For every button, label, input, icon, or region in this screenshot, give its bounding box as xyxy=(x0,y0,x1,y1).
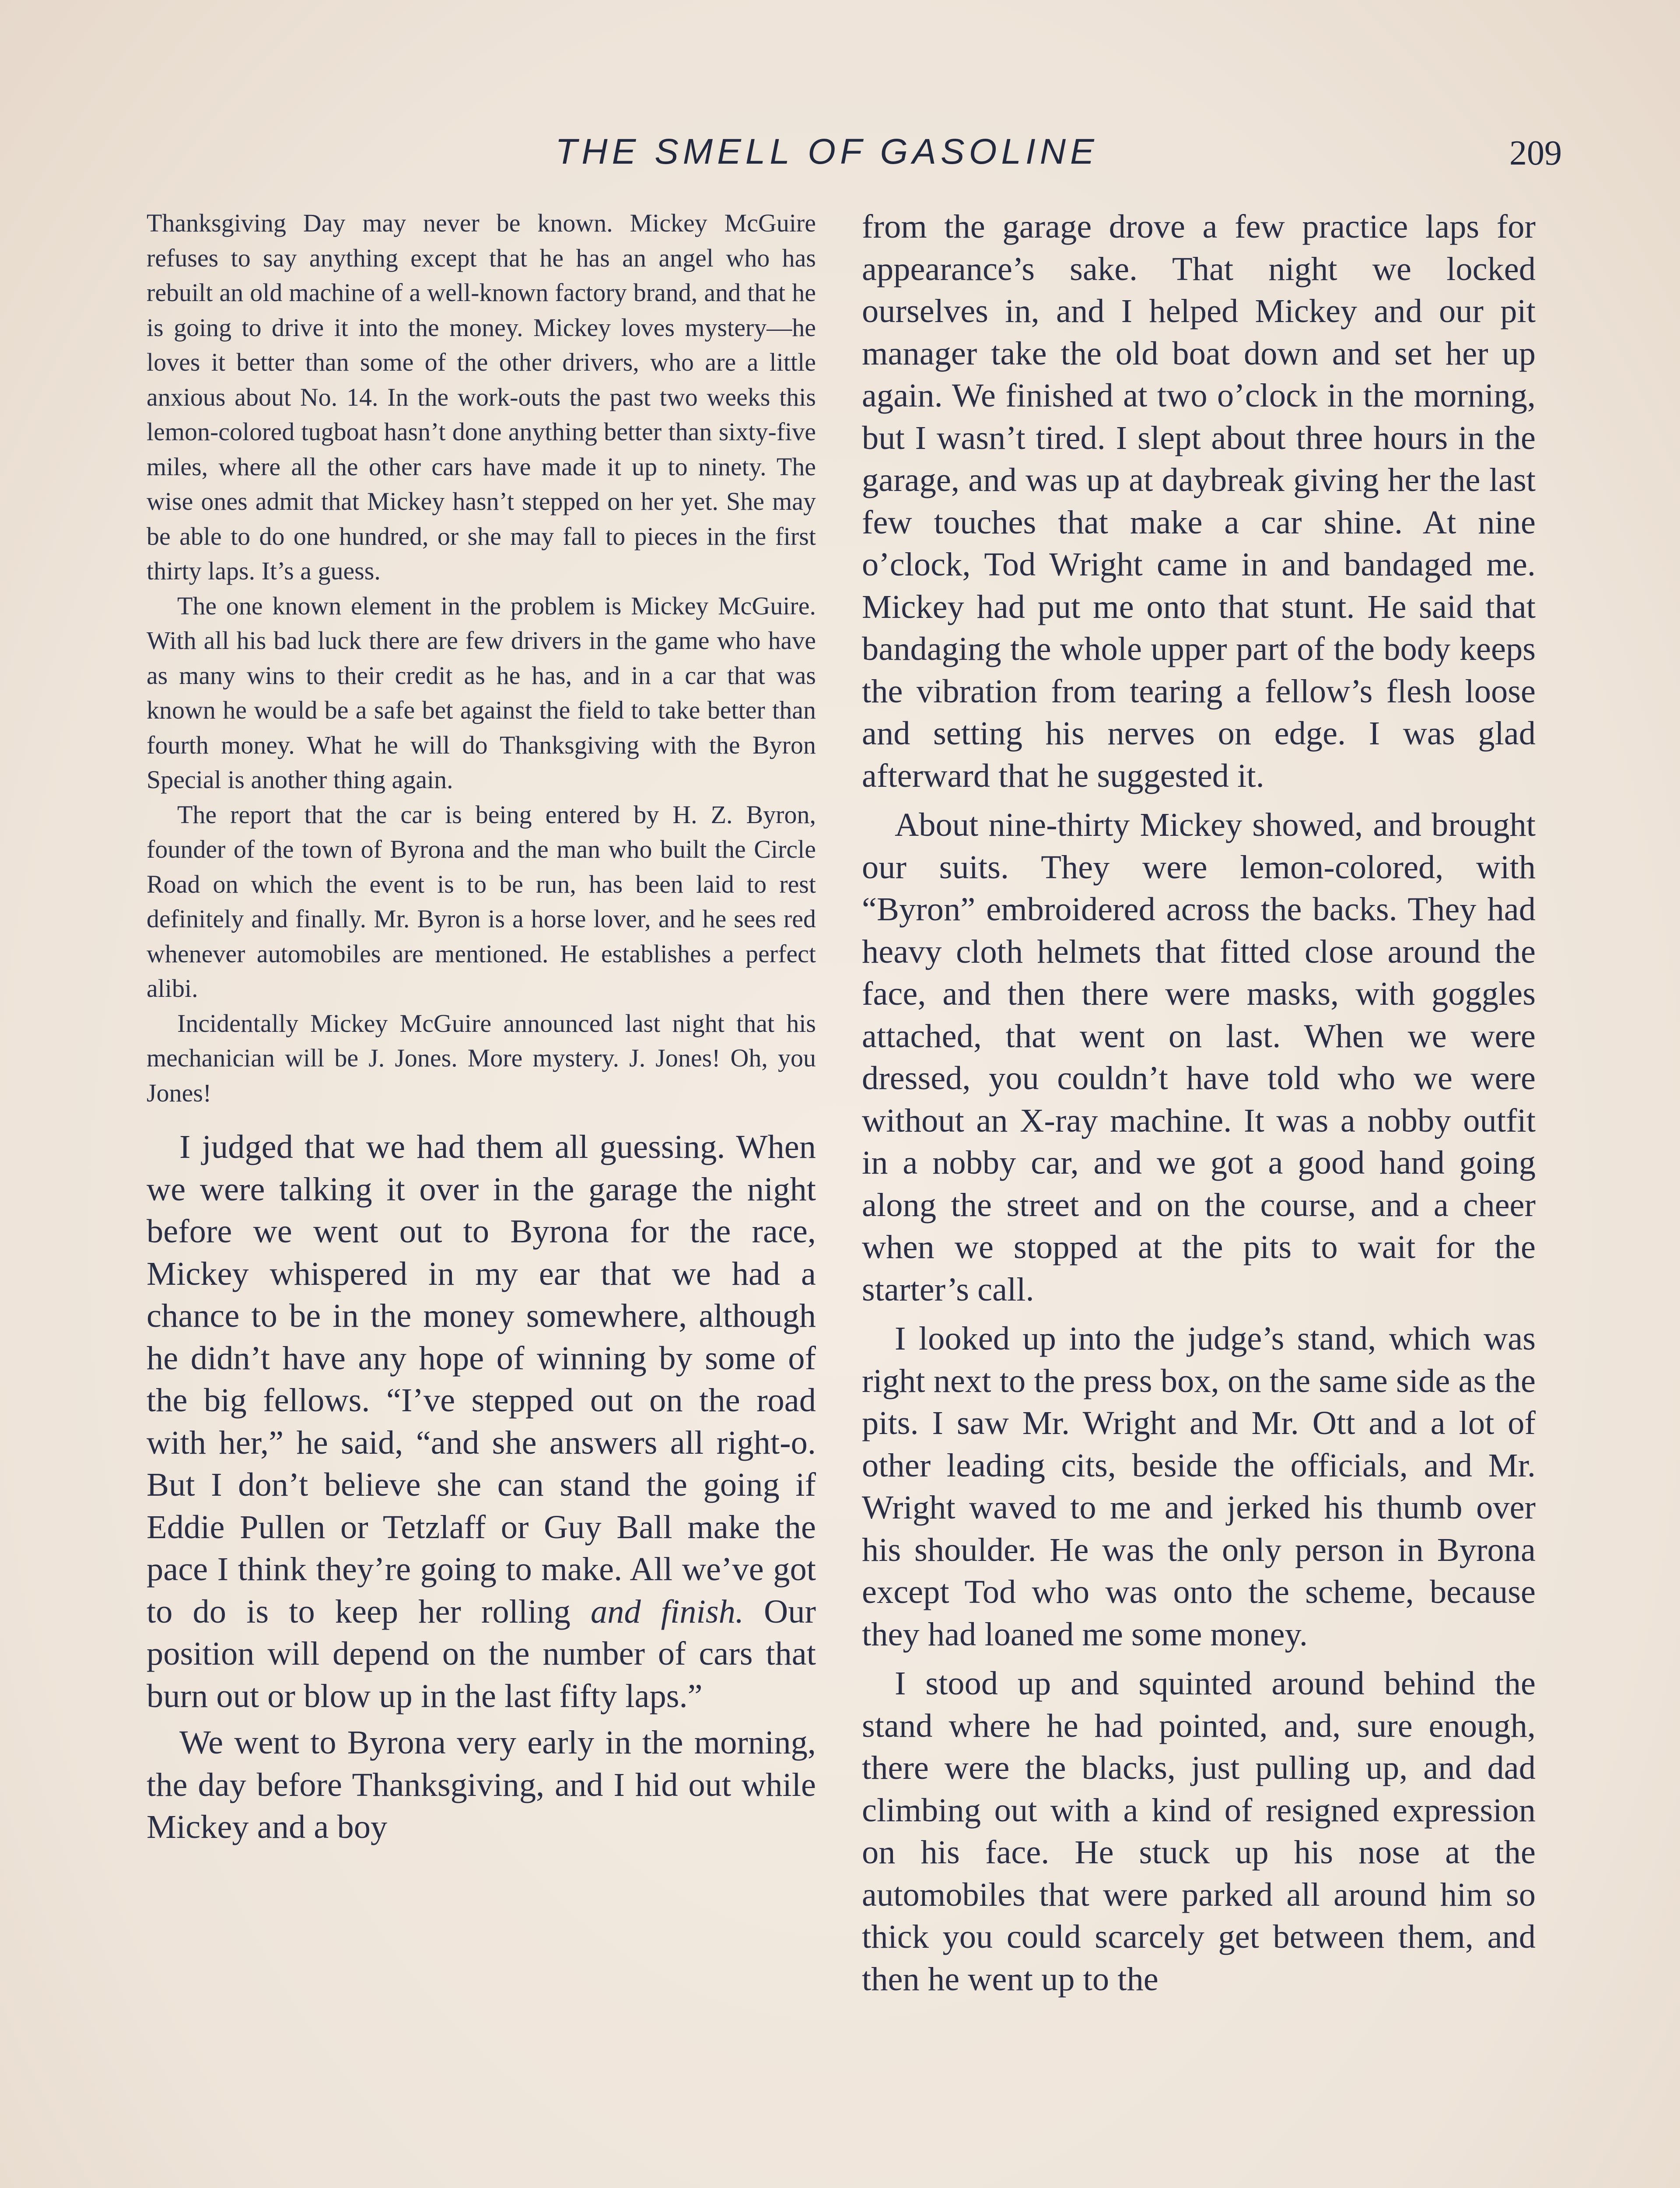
story-paragraph: About nine-thirty Mickey showed, and brought our suits. They were lemon-colored, with “Byron” embroidered across the backs. They had heavy cloth helmets that fitted close around the face, and then there were masks, with goggles attached, that went on last. When we were dressed, you couldn’t have told who we were without an X-ray machine. It was a nobby outfit in a nobby car, and we got a good hand going along the street and on the course, and a cheer when we stopped at the pits to wait for the starter’s call. xyxy=(862,806,1536,1308)
story-paragraph: We went to Byrona very early in the morning, the day before Thanksgiving, and I hid out while Mickey and a boy xyxy=(147,1724,816,1845)
clipping-paragraph: The one known element in the problem is Mickey McGuire. With all his bad luck there are few drivers in the game who have as many wins to their credit as he has, and in a car that was known he would be a safe bet against the field to take better than fourth money. What he will do Thanksgiving with the Byron Special is another thing again. xyxy=(147,591,816,794)
story-paragraph-continued: from the garage drove a few practice laps for appearance’s sake. That night we locked ourselves in, and I helped Mickey and our pit manager take the old boat down and set her up again. We finished at two o’clock in the morning, but I wasn’t tired. I slept about three hours in the garage, and was up at daybreak giving her the last few touches that make a car shine. At nine o’clock, Tod Wright came in and bandaged me. Mickey had put me onto that stunt. He said that bandaging the whole upper part of the body keeps the vibration from tearing a fellow’s flesh loose and setting his nerves on edge. I was glad afterward that he suggested it. xyxy=(862,208,1536,794)
story-emphasis: and finish. xyxy=(591,1592,744,1630)
left-column xyxy=(147,206,816,1848)
clipping-paragraph: Incidentally Mickey McGuire announced last night that his mechanician will be J. Jones. More mystery. J. Jones! Oh, you Jones! xyxy=(147,1009,816,1107)
story-paragraph: I looked up into the judge’s stand, which was right next to the press box, on the same side as the pits. I saw Mr. Wright and Mr. Ott and a lot of other leading cits, beside the officials, and Mr. Wright waved to me and jerked his thumb over his shoulder. He was the only person in Byrona except Tod who was onto the scheme, because they had loaned me some money. xyxy=(862,1320,1536,1653)
story-paragraph xyxy=(147,1126,816,1717)
story-text-span: I judged that we had them all guessing. When we were talking it over in the garage the night before we went out to Byrona for the race, Mickey whispered in my ear that we had a chance to be in the money somewhere, although he didn’t have any hope of winning by some of the big fellows. “I’ve stepped out on the road with her,” he said, “and she answers all right-o. But I don’t believe she can stand the going if Eddie Pullen or Tetzlaff or Guy Ball make the pace I think they’re going to make. All we’ve got to do is to keep her rolling xyxy=(147,1128,816,1630)
story-text-right xyxy=(862,206,1536,2000)
clipping-paragraph: Thanksgiving Day may never be known. Mickey McGuire refuses to say anything except that he has an angel who has rebuilt an old machine of a well-known factory brand, and that he is going to drive it into the money. Mickey loves mystery—he loves it better than some of the other drivers, who are a little anxious about No. 14. In the work-outs the past two weeks this lemon-colored tugboat hasn’t done anything better than sixty-five miles, where all the other cars have made it up to ninety. The wise ones admit that Mickey hasn’t stepped on her yet. She may be able to do one hundred, or she may fall to pieces in the first thirty laps. It’s a guess. xyxy=(147,209,816,585)
story-text-left xyxy=(147,1126,816,1848)
story-paragraph: I stood up and squinted around behind the stand where he had pointed, and, sure enough, there were the blacks, just pulling up, and dad climbing out with a kind of resigned expression on his face. He stuck up his nose at the automobiles that were parked all around him so thick you could scarcely get between them, and then he went up to the xyxy=(862,1665,1536,1998)
page-number: 209 xyxy=(1509,134,1562,172)
running-header-title: THE SMELL OF GASOLINE xyxy=(555,132,1099,172)
story-text-span: Our position will depend on the number of cars that burn out or blow up in the last fifty laps.” xyxy=(147,1592,816,1715)
right-column xyxy=(862,206,1536,2000)
clipping-paragraph: The report that the car is being entered by H. Z. Byron, founder of the town of Byrona and the man who built the Circle Road on which the event is to be run, has been laid to rest definitely and finally. Mr. Byron is a horse lover, and he sees red whenever automobiles are mentioned. He establishes a perfect alibi. xyxy=(147,800,816,1003)
newspaper-clipping xyxy=(147,206,816,1110)
